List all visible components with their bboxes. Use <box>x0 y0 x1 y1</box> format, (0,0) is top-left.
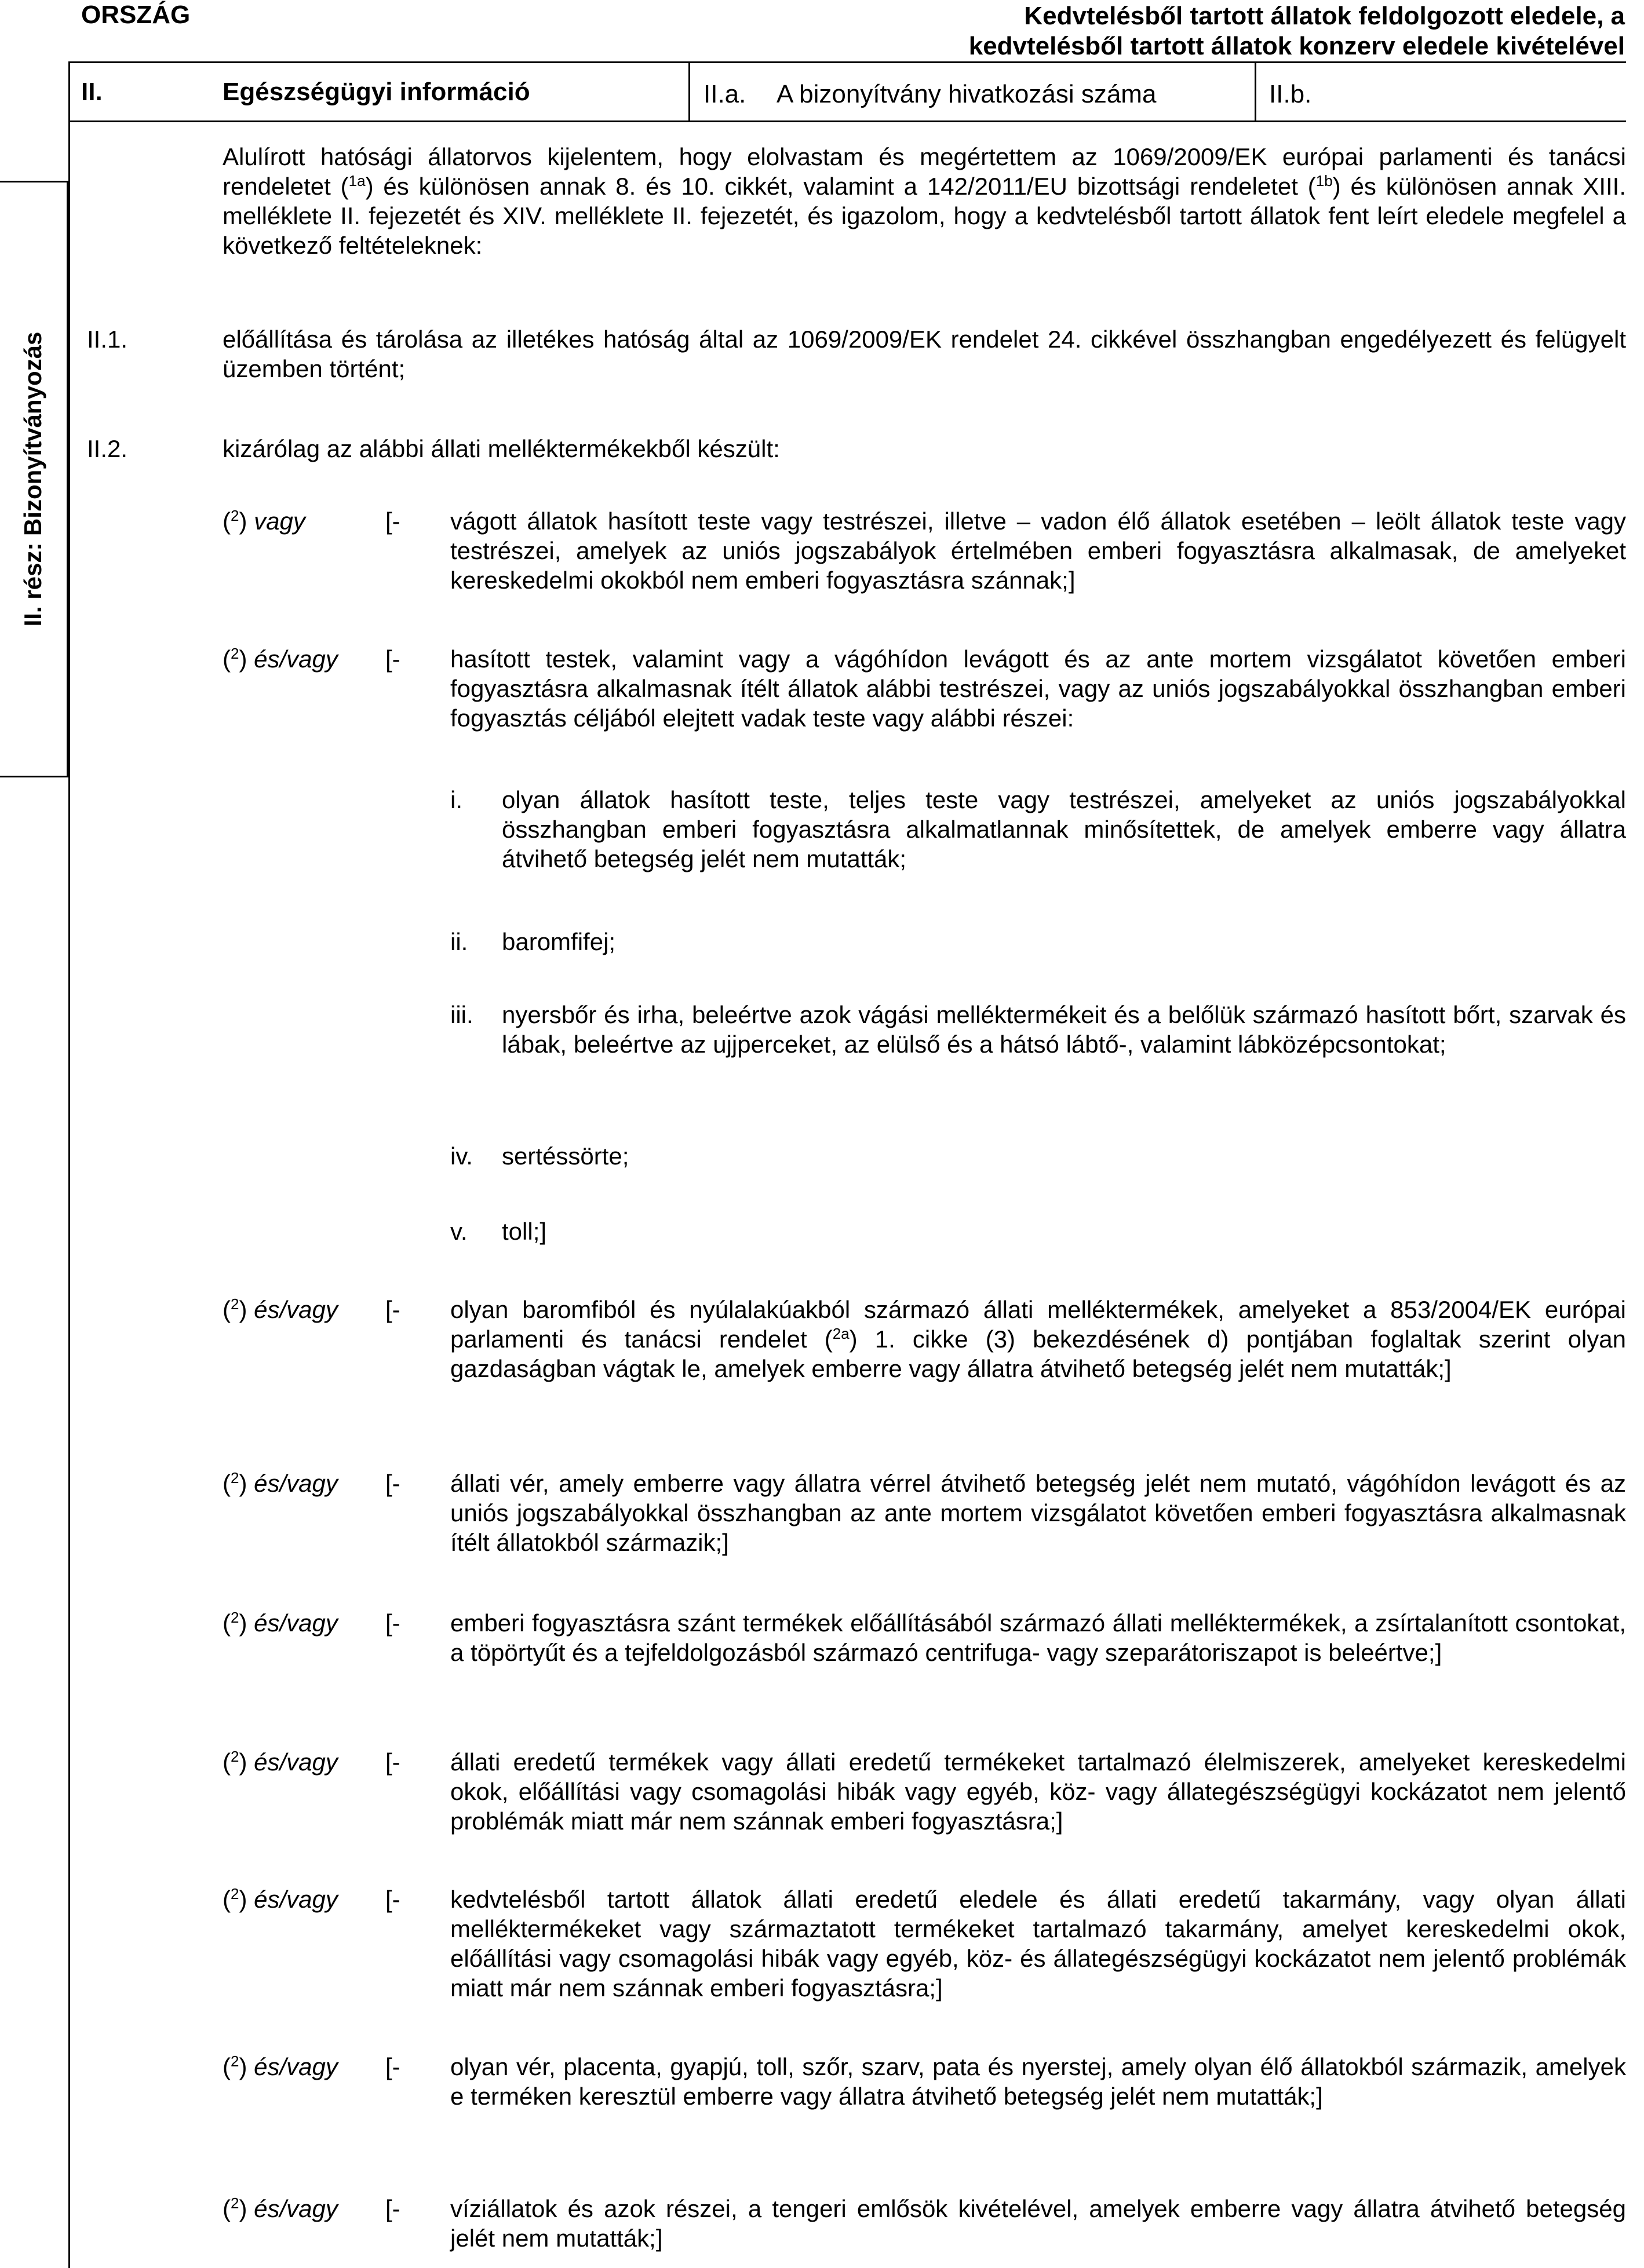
footnote-ref: 1b <box>1315 172 1333 189</box>
section-top-rule <box>68 61 1626 63</box>
item-text: előállítása és tárolása az illetékes hatóság által az 1069/2009/EK rendelet 24. cikkével összhangban engedélyezett és felügyelt üzemben történt; <box>223 326 1626 382</box>
subitem-number: ii. <box>450 928 468 955</box>
option-marker: ($^2$) vagy <box>223 507 305 535</box>
option-bracket: [- <box>385 1748 400 1776</box>
reference-number-label: A bizonyítvány hivatkozási száma <box>777 80 1157 108</box>
section-number: II. <box>81 78 103 106</box>
side-label: II. rész: Bizonyítványozás <box>19 331 46 627</box>
reference-label-a: II.a. <box>703 80 746 108</box>
country-label: ORSZÁG <box>81 1 191 29</box>
reference-label-b: II.b. <box>1269 80 1312 108</box>
option-bracket: [- <box>385 2053 400 2080</box>
option-text: vágott állatok hasított teste vagy testrészei, illetve – vadon élő állatok esetében – leölt állatok teste vagy testrészei, amelyek az uniós jogszabályok értelmében emberi fogyasztásra alkalmasak, de amelyeket kereskedelmi okokból nem emberi fogyasztásra szánnak;] <box>450 507 1626 594</box>
option-text: kedvtelésből tartott állatok állati eredetű eledele és állati eredetű takarmány, vagy olyan állati melléktermékeket vagy származtatott termékeket tartalmazó takarmány, amelyet kereskedelmi okok, előállítási vagy csomagolási hibák vagy egyéb, köz- és állategészségügyi kockázatot nem jelentő problémák miatt már nem szánnak emberi fogyasztásra;] <box>450 1886 1626 2002</box>
subitem-number: iii. <box>450 1001 473 1028</box>
left-border <box>68 61 70 2268</box>
option-marker: ($^2$) és/vagy <box>223 1469 338 1497</box>
item-label: II.2. <box>87 435 128 462</box>
document-title <box>872 1 1625 61</box>
subitem-text: sertéssörte; <box>502 1142 629 1170</box>
subitem-number: iv. <box>450 1142 473 1170</box>
option-text: emberi fogyasztásra szánt termékek előállításából származó állati melléktermékek, a zsírtalanított csontokat, a töpörtyűt és a tejfeldolgozásból származó centrifuga- vagy szeparátoriszapot is beleértve;] <box>450 1609 1626 1666</box>
intro-paragraph: Alulírott hatósági állatorvos kijelentem, hogy elolvastam és megértettem az 1069/2009/EK európai parlamenti és tanácsi rendeletet ($^{1a}$) és különösen annak 8. és 10. cikkét, valamint a 142/2011/EU bizottsági rendeletet ($^{1b}$) és különösen annak XIII. melléklete II. fejezetét és XIV. melléklete II. fejezetét, és igazolom, hogy a kedvtelésből tartott állatok fent leírt eledele megfelel a következő feltételeknek: <box>223 143 1627 259</box>
option-text: állati eredetű termékek vagy állati eredetű termékeket tartalmazó élelmiszerek, amelyeket kereskedelmi okok, előállítási vagy csomagolási hibák vagy egyéb, köz- vagy állategészségügyi kockázatot nem jelentő problémák miatt már nem szánnak emberi fogyasztásra;] <box>450 1748 1626 1835</box>
option-bracket: [- <box>385 1470 400 1497</box>
option-marker: ($^2$) és/vagy <box>223 1748 338 1776</box>
option-text: víziállatok és azok részei, a tengeri emlősök kivételével, amelyek emberre vagy állatra átvihető betegség jelét nem mutatták;] <box>450 2195 1626 2252</box>
option-bracket: [- <box>385 1296 400 1323</box>
document-title-line2: kedvtelésből tartott állatok konzerv eledele kivételével <box>968 32 1625 60</box>
item-label: II.1. <box>87 326 128 353</box>
footnote-ref: 1a <box>348 172 366 189</box>
subitem-number: v. <box>450 1218 468 1245</box>
subitem-number: i. <box>450 786 462 813</box>
section-divider-b <box>1255 61 1256 122</box>
option-marker: ($^2$) és/vagy <box>223 2052 338 2080</box>
option-bracket: [- <box>385 645 400 673</box>
option-bracket: [- <box>385 507 400 535</box>
section-bottom-rule <box>68 120 1626 122</box>
section-title: Egészségügyi információ <box>223 78 530 106</box>
item-text: kizárólag az alábbi állati melléktermékekből készült: <box>223 435 780 462</box>
option-bracket: [- <box>385 1609 400 1637</box>
option-bracket: [- <box>385 2195 400 2222</box>
option-marker: ($^2$) és/vagy <box>223 645 338 673</box>
option-text: olyan baromfiból és nyúlalakúakból származó állati melléktermékek, amelyeket a 853/2004/EK európai parlamenti és tanácsi rendelet ($^{2a}$) 1. cikke (3) bekezdésének d) pontjában foglaltak szerint olyan gazdaságban vágtak le, amelyek emberre vagy állatra átvihető betegség jelét nem mutatták;] <box>450 1296 1626 1382</box>
option-marker: ($^2$) és/vagy <box>223 2194 338 2222</box>
option-marker: ($^2$) és/vagy <box>223 1295 338 1323</box>
option-text: olyan vér, placenta, gyapjú, toll, szőr, szarv, pata és nyerstej, amely olyan élő állatokból származik, amelyek e terméken keresztül emberre vagy állatra átvihető betegség jelét nem mutatták;] <box>450 2053 1626 2110</box>
subitem-text: baromfifej; <box>502 928 616 955</box>
subitem-text: nyersbőr és irha, beleértve azok vágási melléktermékeit és a belőlük származó hasított bőrt, szarvak és lábak, beleértve az ujjperceket, az elülső és a hátsó lábtő-, valamint lábközépcsontokat; <box>502 1001 1626 1058</box>
option-text: állati vér, amely emberre vagy állatra vérrel átvihető betegség jelét nem mutató, vágóhídon levágott és az uniós jogszabályokkal összhangban az ante mortem vizsgálatot követően emberi fogyasztásra alkalmasnak ítélt állatokból származik;] <box>450 1470 1626 1556</box>
option-text: hasított testek, valamint vagy a vágóhídon levágott és az ante mortem vizsgálatot követően emberi fogyasztásra alkalmasnak ítélt állatok alábbi testrészei, vagy az uniós jogszabályokkal összhangban emberi fogyasztás céljából elejtett vadak teste vagy alábbi részei: <box>450 645 1626 732</box>
subitem-text: olyan állatok hasított teste, teljes teste vagy testrészei, amelyeket az uniós jogszabályokkal összhangban emberi fogyasztásra alkalmatlannak minősítettek, de amelyek emberre vagy állatra átvihető betegség jelét nem mutatták; <box>502 786 1626 872</box>
subitem-text: toll;] <box>502 1218 547 1245</box>
option-bracket: [- <box>385 1886 400 1913</box>
document-title-line1: Kedvtelésből tartott állatok feldolgozott eledele, a <box>1024 2 1625 30</box>
option-marker: ($^2$) és/vagy <box>223 1609 338 1637</box>
section-divider-a <box>688 61 690 122</box>
option-marker: ($^2$) és/vagy <box>223 1885 338 1913</box>
